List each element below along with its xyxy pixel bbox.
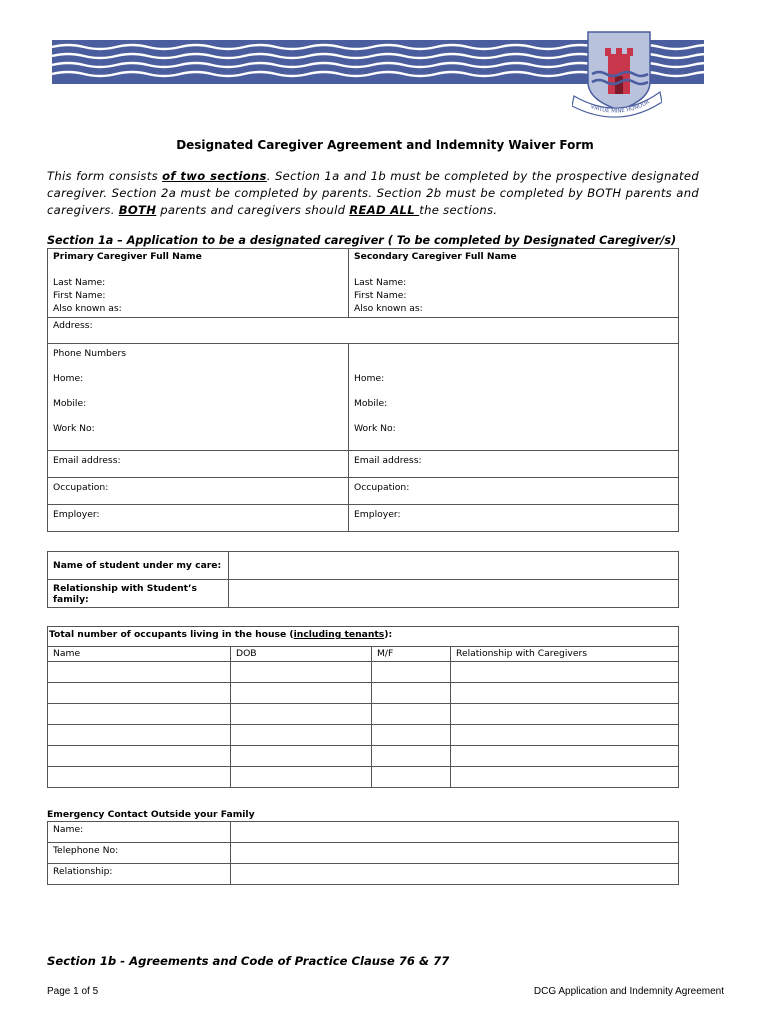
emergency-table bbox=[47, 821, 679, 885]
footer-document-title: DCG Application and Indemnity Agreement bbox=[533, 986, 724, 997]
table-cell[interactable] bbox=[231, 767, 372, 788]
table-cell[interactable] bbox=[451, 725, 679, 746]
column-header-name: Name bbox=[48, 647, 231, 662]
table-cell[interactable] bbox=[372, 767, 451, 788]
table-cell[interactable] bbox=[372, 725, 451, 746]
secondary-occupation-field[interactable]: Occupation: bbox=[349, 478, 679, 505]
table-row bbox=[48, 767, 679, 788]
student-table bbox=[47, 551, 679, 608]
student-relationship-field[interactable] bbox=[229, 580, 679, 608]
column-header-mf: M/F bbox=[372, 647, 451, 662]
table-cell[interactable] bbox=[372, 746, 451, 767]
table-row bbox=[48, 704, 679, 725]
table-row bbox=[48, 683, 679, 704]
primary-employer-field[interactable]: Employer: bbox=[48, 505, 349, 532]
emergency-telephone-label: Telephone No: bbox=[48, 843, 231, 864]
column-header-relationship: Relationship with Caregivers bbox=[451, 647, 679, 662]
table-cell[interactable] bbox=[231, 746, 372, 767]
emergency-name-field[interactable] bbox=[231, 822, 679, 843]
emergency-name-label: Name: bbox=[48, 822, 231, 843]
secondary-caregiver-name-cell[interactable]: Secondary Caregiver Full Name Last Name: First Name: Also known as: bbox=[349, 249, 679, 318]
page-number: Page 1 of 5 bbox=[47, 986, 99, 997]
table-cell[interactable] bbox=[451, 662, 679, 683]
table-cell[interactable] bbox=[451, 704, 679, 725]
table-cell[interactable] bbox=[451, 746, 679, 767]
emergency-heading: Emergency Contact Outside your Family bbox=[47, 809, 255, 820]
column-header-dob: DOB bbox=[231, 647, 372, 662]
table-row bbox=[48, 746, 679, 767]
primary-caregiver-name-cell[interactable]: Primary Caregiver Full Name Last Name: First Name: Also known as: bbox=[48, 249, 349, 318]
table-cell[interactable] bbox=[48, 767, 231, 788]
table-cell[interactable] bbox=[372, 683, 451, 704]
table-cell[interactable] bbox=[372, 662, 451, 683]
table-cell[interactable] bbox=[451, 767, 679, 788]
table-cell[interactable] bbox=[48, 704, 231, 725]
school-crest-icon bbox=[572, 30, 662, 118]
primary-occupation-field[interactable]: Occupation: bbox=[48, 478, 349, 505]
caregiver-details-table bbox=[47, 248, 679, 532]
emergency-relationship-field[interactable] bbox=[231, 864, 679, 885]
primary-email-field[interactable]: Email address: bbox=[48, 451, 349, 478]
secondary-phone-cell[interactable]: Home: Mobile: Work No: bbox=[349, 344, 679, 451]
table-cell[interactable] bbox=[48, 683, 231, 704]
emergency-telephone-field[interactable] bbox=[231, 843, 679, 864]
student-name-field[interactable] bbox=[229, 552, 679, 580]
svg-text:VIRTUE MINE HONOUR: VIRTUE MINE HONOUR bbox=[589, 99, 651, 115]
occupants-table bbox=[47, 626, 679, 788]
student-name-label: Name of student under my care: bbox=[48, 552, 229, 580]
table-row bbox=[48, 725, 679, 746]
address-field[interactable]: Address: bbox=[48, 318, 679, 344]
section-1a-heading: Section 1a – Application to be a designated caregiver ( To be completed by Designated Caregiver/s) bbox=[47, 234, 677, 247]
table-cell[interactable] bbox=[48, 662, 231, 683]
table-cell[interactable] bbox=[231, 662, 372, 683]
table-cell[interactable] bbox=[231, 683, 372, 704]
secondary-employer-field[interactable]: Employer: bbox=[349, 505, 679, 532]
table-cell[interactable] bbox=[451, 683, 679, 704]
student-relationship-label: Relationship with Student’s family: bbox=[48, 580, 229, 608]
table-cell[interactable] bbox=[231, 725, 372, 746]
form-title: Designated Caregiver Agreement and Indemnity Waiver Form bbox=[176, 138, 594, 152]
primary-phone-cell[interactable]: Phone Numbers Home: Mobile: Work No: bbox=[48, 344, 349, 451]
occupants-heading: Total number of occupants living in the house (including tenants): bbox=[48, 627, 679, 647]
secondary-email-field[interactable]: Email address: bbox=[349, 451, 679, 478]
table-cell[interactable] bbox=[372, 704, 451, 725]
table-cell[interactable] bbox=[48, 725, 231, 746]
table-cell[interactable] bbox=[231, 704, 372, 725]
section-1b-heading: Section 1b - Agreements and Code of Practice Clause 76 & 77 bbox=[47, 954, 450, 968]
intro-paragraph: This form consists of two sections. Section 1a and 1b must be completed by the prospective designated caregiver. Section 2a must be completed by parents. Section 2b must be completed by BOTH parents and caregivers. BOTH parents and caregivers should READ ALL the sections. bbox=[47, 169, 699, 217]
emergency-relationship-label: Relationship: bbox=[48, 864, 231, 885]
table-row bbox=[48, 662, 679, 683]
table-cell[interactable] bbox=[48, 746, 231, 767]
